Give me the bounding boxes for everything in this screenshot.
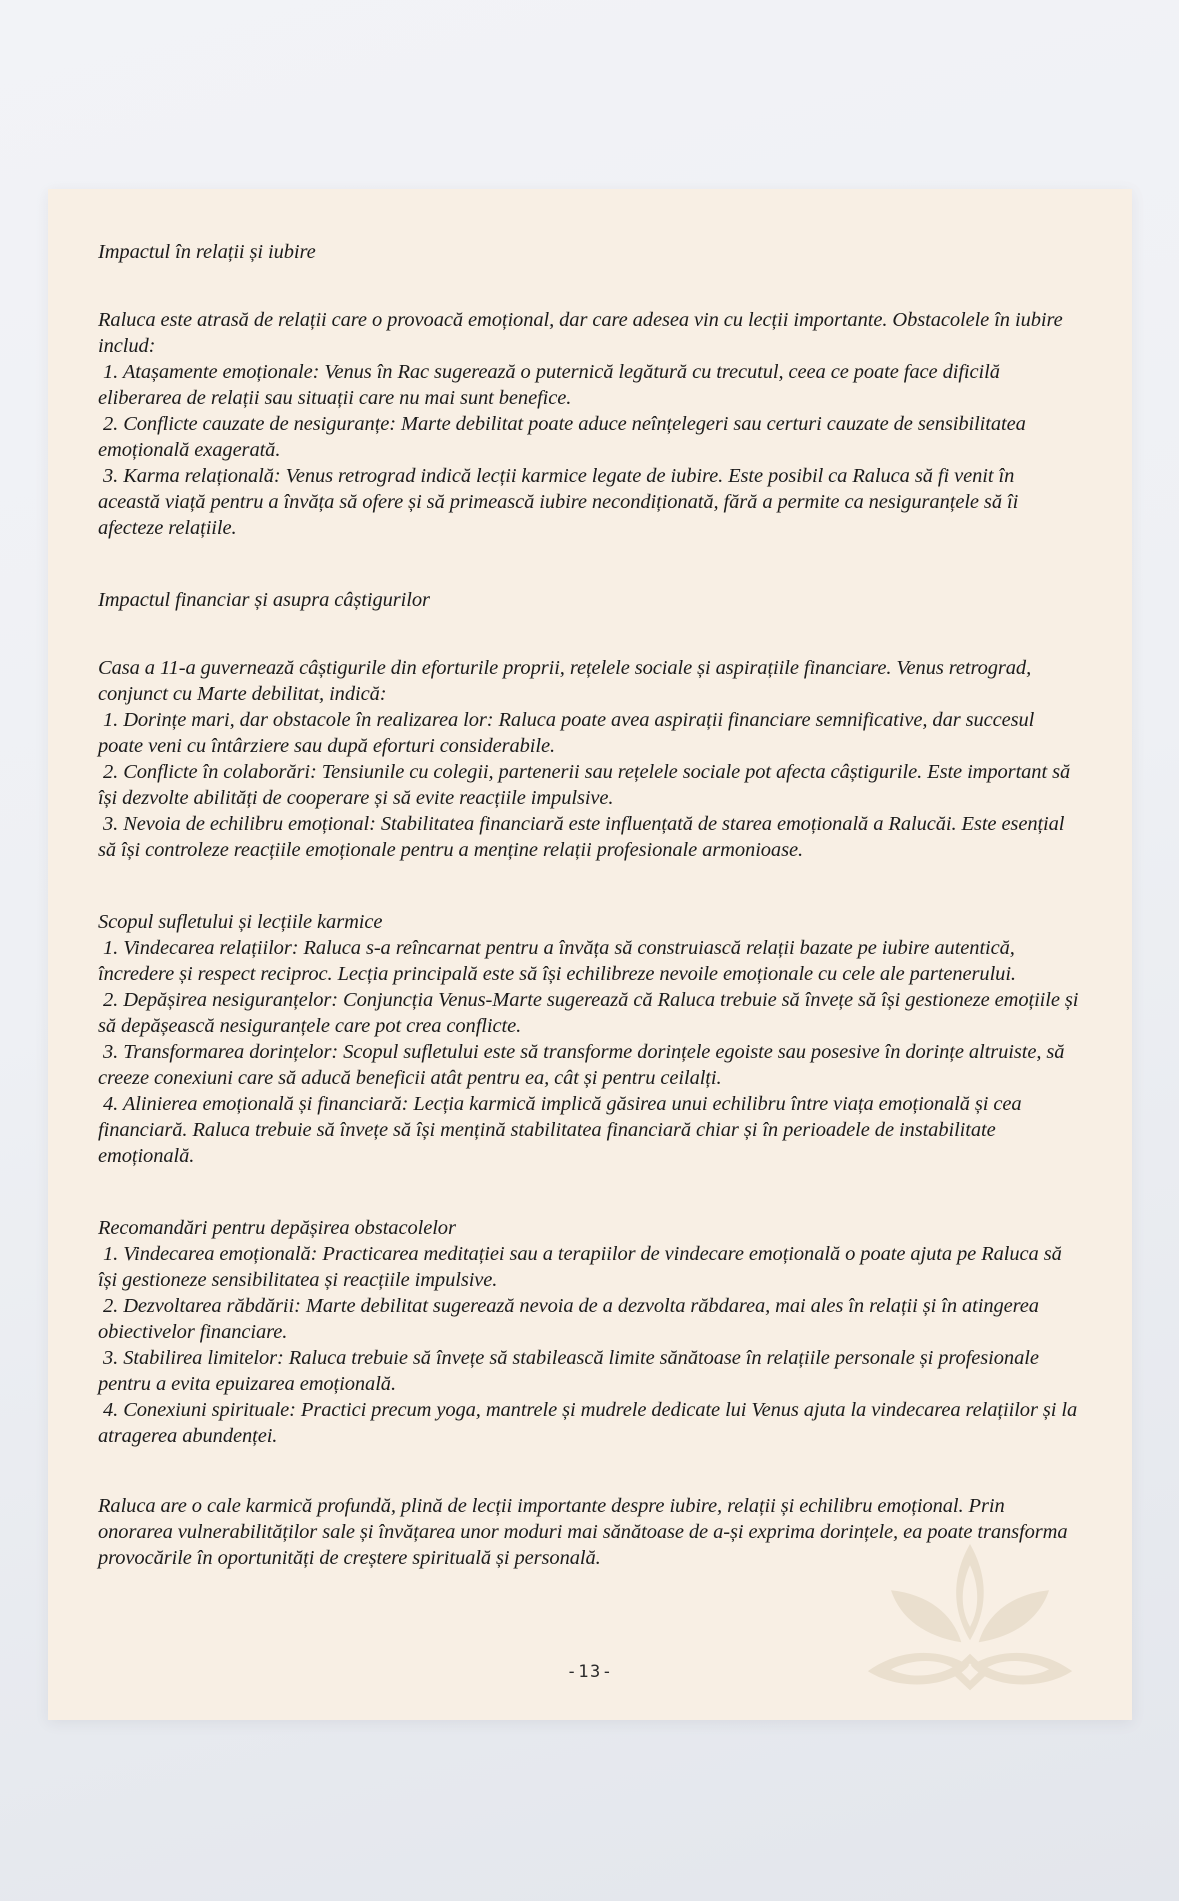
- list-item: 1. Dorințe mari, dar obstacole în realizarea lor: Raluca poate avea aspirații financiare semnificative, dar succesul poate veni cu întârziere sau după eforturi considerabile.: [98, 709, 1035, 757]
- list-item: 1. Vindecarea relațiilor: Raluca s-a reîncarnat pentru a învăța să construiască relații bazate pe iubire autentică, încredere și respect reciproc. Lecția principală este să își echilibreze nevoile emoționale cu cele ale partenerului.: [98, 937, 1016, 985]
- closing-paragraph: Raluca are o cale karmică profundă, plină de lecții importante despre iubire, relații și echilibru emoțional. Prin onorarea vulnerabilităților sale și învățarea unor moduri mai sănătoase de a-și exprima dorințele, ea poate transforma provocările în oportunități de creștere spirituală și personală.: [98, 1495, 1068, 1569]
- section-heading: Recomandări pentru depășirea obstacolelor: [98, 1217, 456, 1239]
- page-content: [98, 239, 1080, 1571]
- list-item: 4. Conexiuni spirituale: Practici precum yoga, mantrele și mudrele dedicate lui Venus ajuta la vindecarea relațiilor și la atragerea abundenței.: [98, 1399, 1078, 1447]
- list-item: 3. Stabilirea limitelor: Raluca trebuie să învețe să stabilească limite sănătoase în relațiile personale și profesionale pentru a evita epuizarea emoțională.: [98, 1347, 1039, 1395]
- section-financial-impact: [98, 587, 1080, 863]
- section-heading: Impactul financiar și asupra câștigurilor: [98, 589, 430, 611]
- list-item: 4. Alinierea emoțională și financiară: Lecția karmică implică găsirea unui echilibru între viața emoțională și cea financiară. Raluca trebuie să învețe să își mențină stabilitatea financiară chiar și în perioadele de instabilitate emoțională.: [98, 1093, 1022, 1167]
- list-item: 2. Conflicte în colaborări: Tensiunile cu colegii, partenerii sau rețelele sociale pot afecta câștigurile. Este important să își dezvolte abilități de cooperare și să evite reacțiile impulsive.: [98, 761, 1071, 809]
- list-item: 2. Dezvoltarea răbdării: Marte debilitat sugerează nevoia de a dezvolta răbdarea, mai ales în relații și în atingerea obiectivelor financiare.: [98, 1295, 1039, 1343]
- list-item: 1. Vindecarea emoțională: Practicarea meditației sau a terapiilor de vindecare emoțională o poate ajuta pe Raluca să își gestioneze sensibilitatea și reacțiile impulsive.: [98, 1243, 1062, 1291]
- section-relationships-love: [98, 239, 1080, 541]
- list-item: 1. Atașamente emoționale: Venus în Rac sugerează o puternică legătură cu trecutul, ceea ce poate face dificilă eliberarea de relații sau situații care nu mai sunt benefice.: [98, 361, 1000, 409]
- section-heading: Impactul în relații și iubire: [98, 241, 316, 263]
- list-item: 3. Karma relațională: Venus retrograd indică lecții karmice legate de iubire. Este posibil ca Raluca să fi venit în această viață pentru a învăța să ofere și să primească iubire necondiționată, fără a permite ca nesiguranțele să îi afecteze relațiile.: [98, 465, 1019, 539]
- list-item: 2. Conflicte cauzate de nesiguranțe: Marte debilitat poate aduce neînțelegeri sau certuri cauzate de sensibilitatea emoțională exagerată.: [98, 413, 1026, 461]
- section-heading: Scopul sufletului și lecțiile karmice: [98, 911, 383, 933]
- list-item: 3. Transformarea dorințelor: Scopul sufletului este să transforme dorințele egoiste sau posesive în dorințe altruiste, să creeze conexiuni care să aducă beneficii atât pentru ea, cât și pentru ceilalți.: [98, 1041, 1065, 1089]
- list-item: 2. Depășirea nesiguranțelor: Conjuncția Venus-Marte sugerează că Raluca trebuie să învețe să își gestioneze emoțiile și să depășească nesiguranțele care pot crea conflicte.: [98, 989, 1079, 1037]
- list-item: 3. Nevoia de echilibru emoțional: Stabilitatea financiară este influențată de starea emoțională a Ralucăi. Este esențial să își controleze reacțiile emoționale pentru a menține relații profesionale armonioase.: [98, 813, 1065, 861]
- section-intro: Raluca este atrasă de relații care o provoacă emoțional, dar care adesea vin cu lecții importante. Obstacolele în iubire includ:: [98, 309, 1063, 357]
- section-soul-purpose: [98, 909, 1080, 1169]
- page-number: -13-: [566, 1662, 614, 1682]
- section-intro: Casa a 11-a guvernează câștigurile din eforturile proprii, rețelele sociale și aspirațiile financiare. Venus retrograd, conjunct cu Marte debilitat, indică:: [98, 657, 1032, 705]
- document-page: [48, 189, 1132, 1720]
- section-recommendations: [98, 1215, 1080, 1449]
